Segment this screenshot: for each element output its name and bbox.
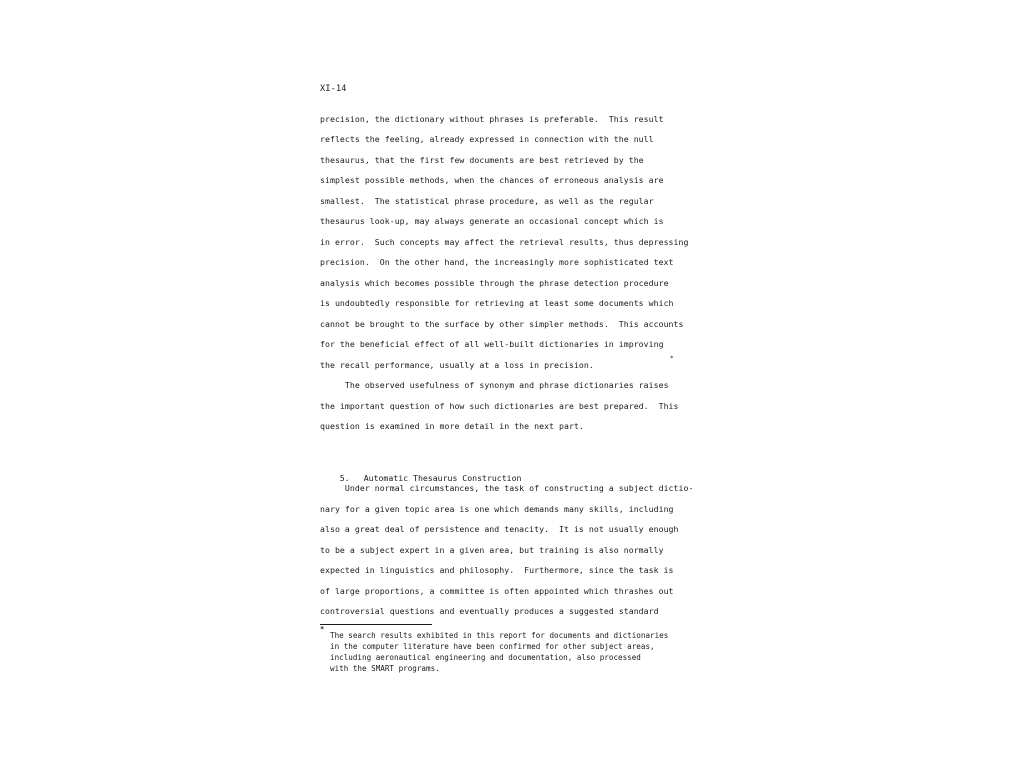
body-line: precision, the dictionary without phrases is preferable. This result [320, 114, 664, 124]
body-line: reflects the feeling, already expressed in connection with the null [320, 134, 654, 144]
body-line: The observed usefulness of synonym and phrase dictionaries raises [320, 380, 669, 390]
body-line: controversial questions and eventually produces a suggested standard [320, 606, 659, 616]
body-line: Under normal circumstances, the task of constructing a subject dictio- [320, 483, 694, 493]
footnote-divider [320, 624, 432, 625]
body-line: to be a subject expert in a given area, but training is also normally [320, 545, 664, 555]
body-line: of large proportions, a committee is often appointed which thrashes out [320, 586, 674, 596]
body-line: cannot be brought to the surface by other simpler methods. This accounts [320, 319, 684, 329]
body-line: analysis which becomes possible through the phrase detection procedure [320, 278, 669, 288]
body-line: thesaurus, that the first few documents are best retrieved by the [320, 155, 644, 165]
footnote-line: with the SMART programs. [330, 664, 440, 673]
body-line: nary for a given topic area is one which demands many skills, including [320, 504, 674, 514]
body-line: the important question of how such dictionaries are best prepared. This [320, 401, 679, 411]
body-line: smallest. The statistical phrase procedure, as well as the regular [320, 196, 654, 206]
section-number: 5. [339, 473, 350, 483]
body-line: also a great deal of persistence and tenacity. It is not usually enough [320, 524, 679, 534]
body-line: in error. Such concepts may affect the retrieval results, thus depressing [320, 237, 689, 247]
body-line: the recall performance, usually at a loss in precision. [320, 360, 594, 370]
footnote-reference: * [670, 355, 674, 362]
body-line: is undoubtedly responsible for retrieving at least some documents which [320, 298, 674, 308]
section-title: Automatic Thesaurus Construction [363, 473, 522, 483]
body-line: expected in linguistics and philosophy. Furthermore, since the task is [320, 565, 674, 575]
body-line: question is examined in more detail in the next part. [320, 421, 584, 431]
body-line: simplest possible methods, when the chances of erroneous analysis are [320, 175, 664, 185]
footnote-line: including aeronautical engineering and documentation, also processed [330, 653, 641, 662]
footnote-marker: * [320, 625, 325, 633]
footnote-line: in the computer literature have been confirmed for other subject areas, [330, 642, 655, 651]
footnote-line: The search results exhibited in this report for documents and dictionaries [330, 631, 669, 640]
page-identifier: XI-14 [320, 84, 347, 94]
body-line: precision. On the other hand, the increasingly more sophisticated text [320, 257, 674, 267]
body-line: for the beneficial effect of all well-built dictionaries in improving [320, 339, 664, 349]
body-line: thesaurus look-up, may always generate an occasional concept which is [320, 216, 664, 226]
